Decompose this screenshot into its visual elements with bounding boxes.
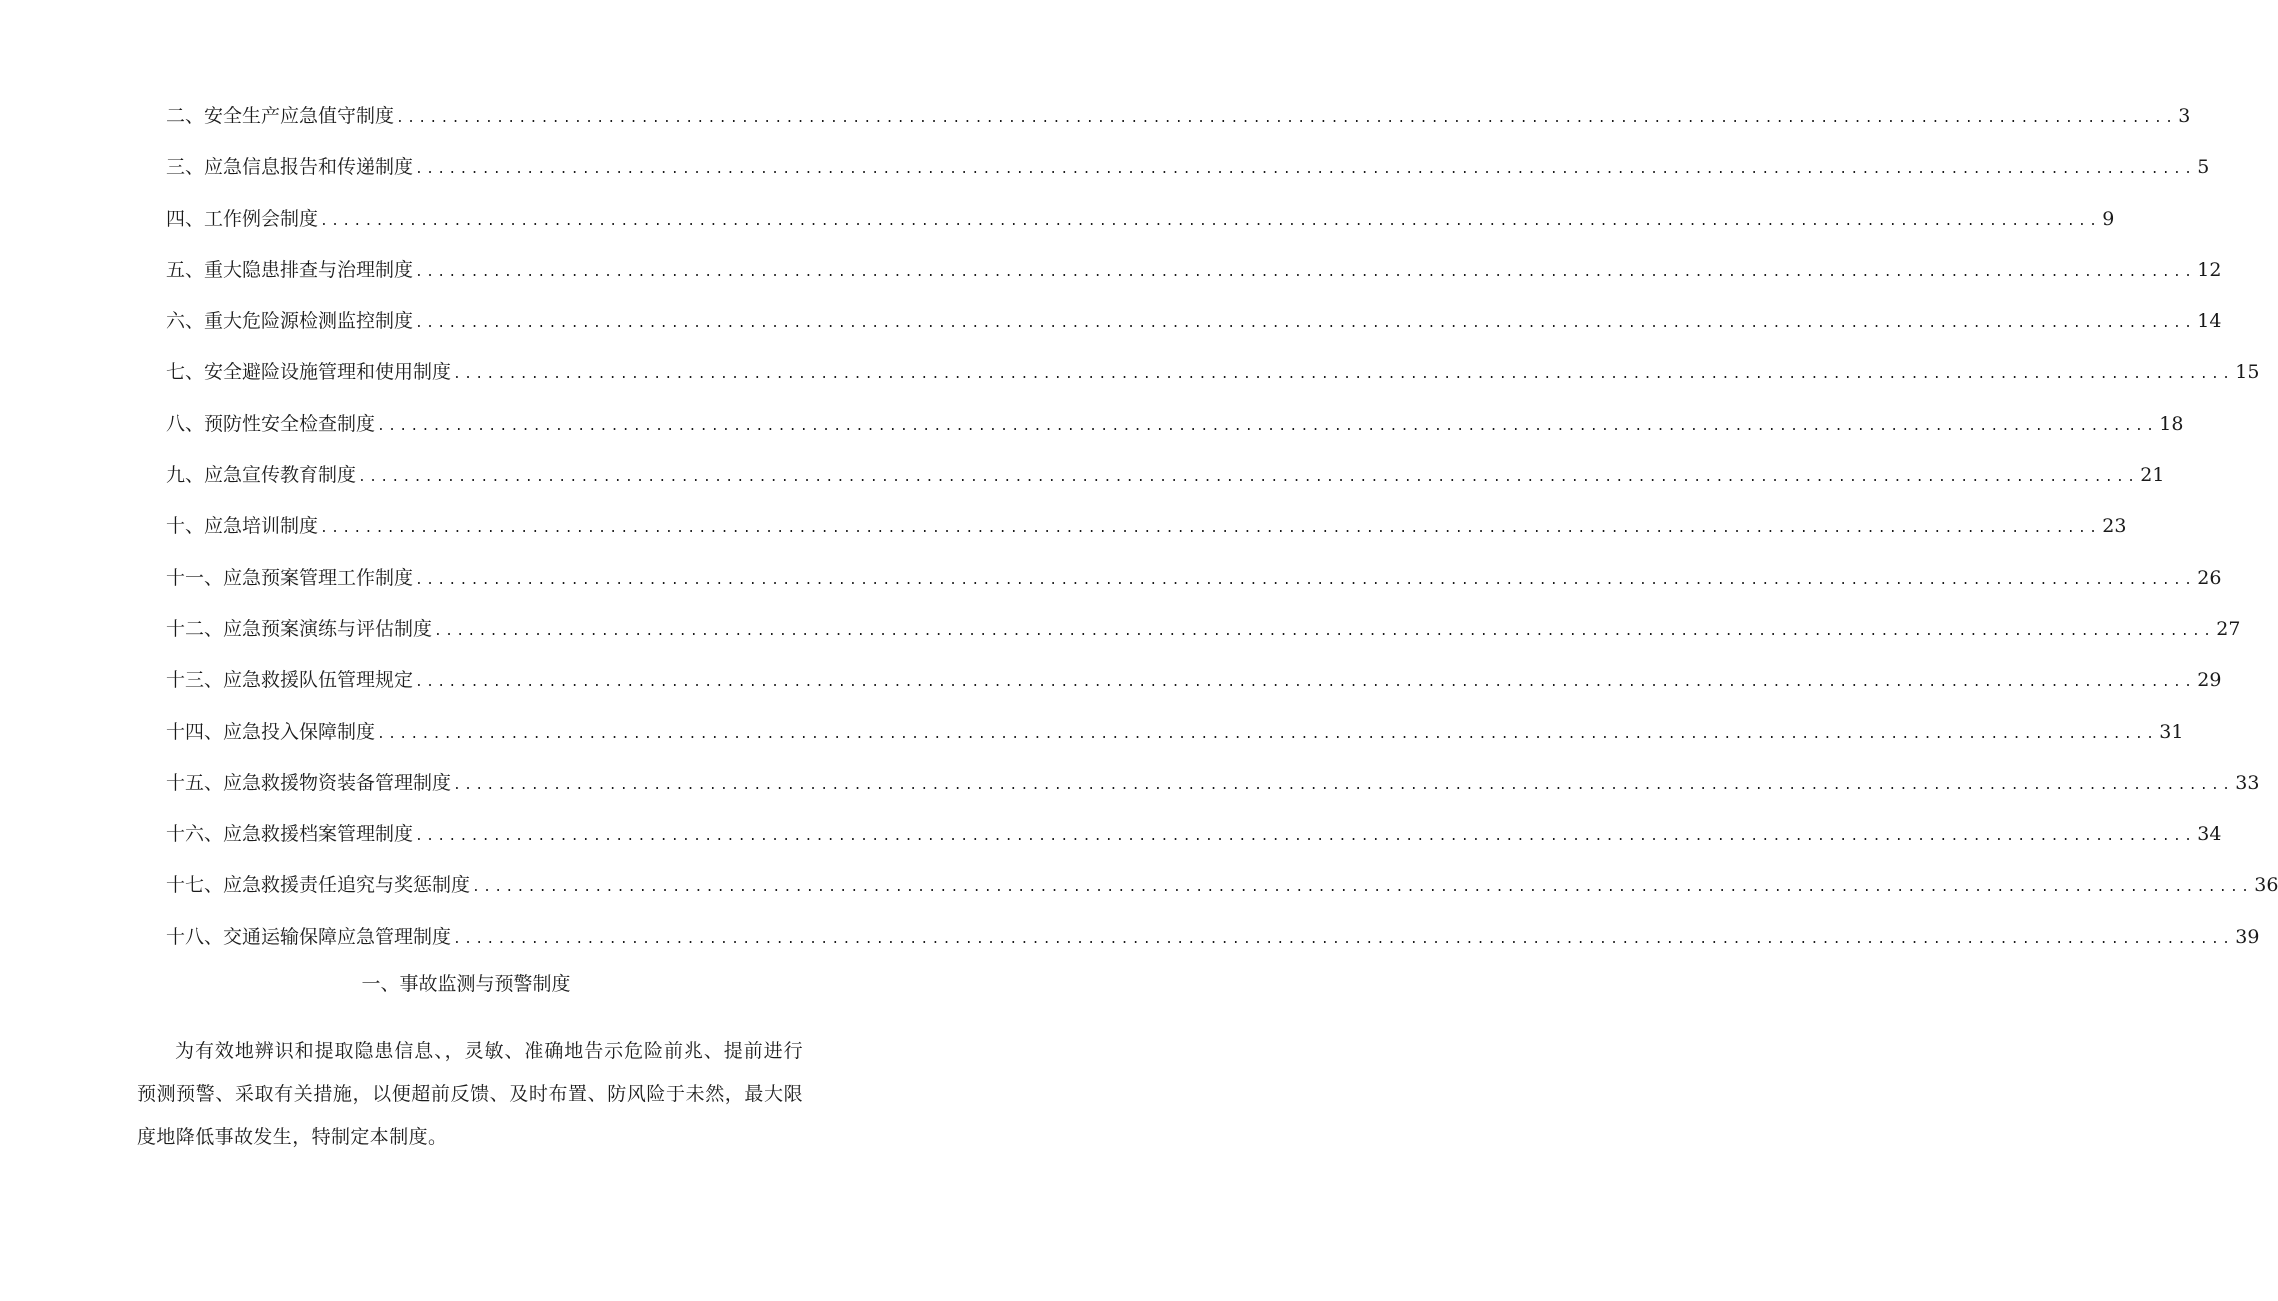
toc-entry-page-number: 15 bbox=[2235, 361, 2260, 384]
toc-dot-leader: ................................................................................................................................................................ bbox=[434, 623, 2215, 639]
toc-entry[interactable] bbox=[166, 613, 2241, 664]
toc-entry-page-number: 23 bbox=[2102, 515, 2127, 538]
toc-dot-leader: ................................................................................................................................................................ bbox=[453, 931, 2234, 947]
toc-dot-leader: ................................................................................................................................................................ bbox=[320, 521, 2101, 537]
toc-entry-title: 十二、应急预案演练与评估制度 bbox=[166, 617, 433, 640]
toc-dot-leader: ................................................................................................................................................................ bbox=[377, 418, 2158, 434]
toc-entry-page-number: 21 bbox=[2140, 464, 2165, 487]
toc-entry-title: 十三、应急救援队伍管理规定 bbox=[166, 669, 414, 692]
toc-entry-page-number: 14 bbox=[2197, 310, 2222, 333]
toc-dot-leader: ................................................................................................................................................................ bbox=[472, 880, 2253, 896]
toc-entry-title: 四、工作例会制度 bbox=[166, 207, 319, 230]
toc-entry-page-number: 12 bbox=[2197, 258, 2222, 281]
toc-entry[interactable] bbox=[166, 254, 2222, 305]
toc-dot-leader: ................................................................................................................................................................ bbox=[415, 572, 2196, 588]
toc-entry-page-number: 39 bbox=[2235, 925, 2260, 948]
toc-entry[interactable] bbox=[166, 510, 2127, 561]
toc-entry[interactable] bbox=[166, 100, 2191, 151]
toc-dot-leader: ................................................................................................................................................................ bbox=[415, 829, 2196, 845]
toc-entry-page-number: 3 bbox=[2178, 105, 2191, 127]
toc-entry[interactable] bbox=[166, 356, 2260, 407]
toc-dot-leader: ................................................................................................................................................................ bbox=[320, 213, 2101, 229]
toc-entry-title: 九、应急宣传教育制度 bbox=[166, 464, 357, 487]
toc-entry-page-number: 34 bbox=[2197, 823, 2222, 846]
toc-entry-page-number: 27 bbox=[2216, 617, 2241, 640]
toc-entry-page-number: 26 bbox=[2197, 566, 2222, 589]
toc-entry[interactable] bbox=[166, 562, 2222, 613]
toc-entry-page-number: 18 bbox=[2159, 412, 2184, 435]
section-heading: 一、事故监测与预警制度 bbox=[361, 973, 571, 995]
toc-dot-leader: ................................................................................................................................................................ bbox=[453, 367, 2234, 383]
toc-dot-leader: ................................................................................................................................................................ bbox=[415, 675, 2196, 691]
toc-entry-page-number: 36 bbox=[2254, 874, 2278, 897]
toc-entry-title: 二、安全生产应急值守制度 bbox=[166, 105, 395, 127]
toc-entry-title: 八、预防性安全检查制度 bbox=[166, 412, 376, 435]
toc-entry-title: 六、重大危险源检测监控制度 bbox=[166, 310, 414, 333]
toc-entry-page-number: 33 bbox=[2235, 771, 2260, 794]
toc-dot-leader: ................................................................................................................................................................ bbox=[453, 777, 2234, 793]
toc-entry-title: 五、重大隐患排查与治理制度 bbox=[166, 258, 414, 281]
toc-entry-title: 十四、应急投入保障制度 bbox=[166, 720, 376, 743]
toc-entry[interactable] bbox=[166, 459, 2165, 510]
toc-dot-leader: ................................................................................................................................................................ bbox=[415, 316, 2196, 332]
toc-entry-title: 十一、应急预案管理工作制度 bbox=[166, 566, 414, 589]
toc-entry[interactable] bbox=[166, 305, 2222, 356]
toc-dot-leader: ................................................................................................................................................................ bbox=[415, 264, 2196, 280]
toc-entry[interactable] bbox=[166, 818, 2222, 869]
toc-entry[interactable] bbox=[166, 151, 2210, 202]
toc-entry[interactable] bbox=[166, 869, 2278, 920]
toc-entry-title: 三、应急信息报告和传递制度 bbox=[166, 156, 414, 179]
table-of-contents bbox=[166, 100, 2278, 972]
toc-entry[interactable] bbox=[166, 767, 2260, 818]
toc-entry-title: 十、应急培训制度 bbox=[166, 515, 319, 538]
toc-entry[interactable] bbox=[166, 921, 2260, 972]
body-paragraph: 为有效地辨识和提取隐患信息、，灵敏、准确地告示危险前兆、提前进行预测预警、采取有关措施，以便超前反馈、及时布置、防风险于未然，最大限度地降低事故发生，特制定本制度。 bbox=[137, 1040, 803, 1148]
toc-dot-leader: ................................................................................................................................................................ bbox=[358, 470, 2139, 486]
toc-entry-page-number: 9 bbox=[2102, 207, 2115, 230]
toc-entry-page-number: 31 bbox=[2159, 720, 2184, 743]
toc-entry-page-number: 5 bbox=[2197, 156, 2210, 179]
toc-entry-title: 十七、应急救援责任追究与奖惩制度 bbox=[166, 874, 471, 897]
toc-entry[interactable] bbox=[166, 716, 2184, 767]
toc-dot-leader: ................................................................................................................................................................ bbox=[377, 726, 2158, 742]
toc-entry-page-number: 29 bbox=[2197, 669, 2222, 692]
toc-entry[interactable] bbox=[166, 408, 2184, 459]
toc-dot-leader: ................................................................................................................................................................ bbox=[396, 111, 2177, 126]
toc-dot-leader: ................................................................................................................................................................ bbox=[415, 162, 2196, 178]
toc-entry-title: 十五、应急救援物资装备管理制度 bbox=[166, 771, 452, 794]
toc-entry[interactable] bbox=[166, 664, 2222, 715]
toc-entry[interactable] bbox=[166, 203, 2115, 254]
toc-entry-title: 十八、交通运输保障应急管理制度 bbox=[166, 925, 452, 948]
toc-entry-title: 七、安全避险设施管理和使用制度 bbox=[166, 361, 452, 384]
toc-entry-title: 十六、应急救援档案管理制度 bbox=[166, 823, 414, 846]
